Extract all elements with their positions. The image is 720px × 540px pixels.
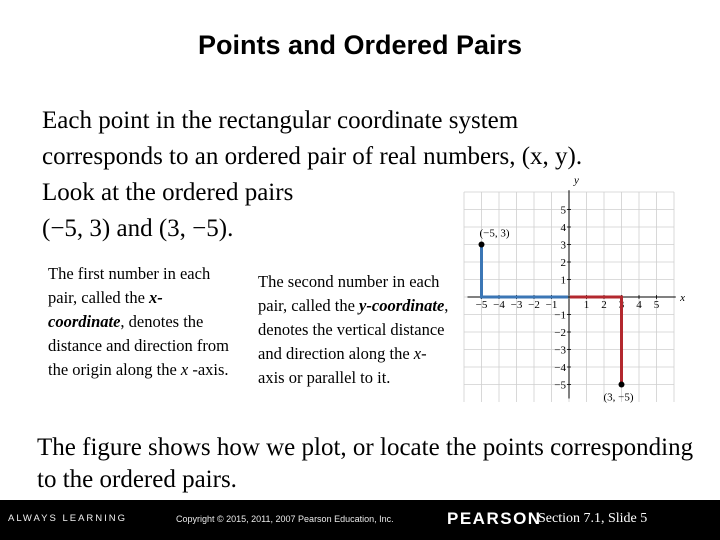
footer-bar bbox=[0, 500, 720, 540]
intro-line: (−5, 3) and (3, −5). bbox=[42, 215, 234, 242]
x-coordinate-explanation bbox=[48, 262, 238, 382]
x-tick-label: −4 bbox=[493, 299, 505, 312]
path-to-point-2 bbox=[570, 297, 622, 385]
x-tick-label: 3 bbox=[618, 299, 625, 312]
x-tick-label: 2 bbox=[601, 299, 607, 312]
y-coordinate-explanation bbox=[258, 270, 453, 390]
y-tick-label: 2 bbox=[560, 257, 566, 269]
x-tick-label: 5 bbox=[653, 299, 660, 312]
text-segment: The second number in each pair, called the bbox=[258, 272, 440, 315]
x-tick-label: 4 bbox=[636, 299, 642, 312]
point-label: (3, −5) bbox=[603, 391, 634, 404]
point-label: (−5, 3) bbox=[479, 227, 510, 240]
path-to-point-1 bbox=[482, 245, 569, 298]
x-tick-label: −1 bbox=[545, 299, 558, 312]
text-segment: , denotes the vertical distance and direction along the bbox=[258, 296, 449, 363]
axis-variable: x bbox=[180, 360, 189, 379]
bottom-text: The figure shows how we plot, or locate the points corresponding to the ordered pairs. bbox=[37, 434, 694, 493]
pearson-logo: PEARSON bbox=[447, 509, 542, 528]
x-axis-label: x bbox=[680, 292, 686, 304]
slide-title: Points and Ordered Pairs bbox=[197, 30, 523, 60]
intro-line: Each point in the rectangular coordinate system bbox=[42, 107, 519, 134]
x-tick-label: −5 bbox=[475, 299, 488, 312]
intro-line: corresponds to an ordered pair of real numbers, (x, y). bbox=[42, 143, 583, 170]
text-segment: -axis. bbox=[188, 360, 229, 379]
intro-line: Look at the ordered pairs bbox=[42, 179, 294, 206]
copyright-notice: Copyright © 2015, 2011, 2007 Pearson Education, Inc. bbox=[176, 514, 394, 524]
slide-number: Section 7.1, Slide 5 bbox=[538, 511, 648, 526]
y-axis-label: y bbox=[574, 174, 579, 187]
always-learning-tagline: ALWAYS LEARNING bbox=[8, 513, 128, 524]
x-coordinate-term: x-coordinate bbox=[48, 288, 163, 331]
y-tick-label: −1 bbox=[554, 309, 566, 322]
x-tick-label: −2 bbox=[528, 299, 540, 312]
y-tick-label: 3 bbox=[560, 239, 566, 252]
x-tick-label: 1 bbox=[583, 299, 590, 312]
text-segment: , denotes the distance and direction from the origin along the bbox=[48, 312, 229, 379]
y-tick-label: −5 bbox=[554, 379, 566, 392]
coordinate-plane-figure bbox=[468, 174, 700, 424]
y-tick-label: 4 bbox=[560, 222, 566, 234]
y-tick-label: −4 bbox=[554, 362, 566, 374]
axis-variable: x bbox=[413, 344, 422, 363]
y-tick-label: 1 bbox=[560, 274, 566, 287]
text-segment: The first number in each pair, called the bbox=[48, 264, 211, 307]
plotted-point bbox=[619, 382, 625, 388]
y-tick-label: 5 bbox=[560, 204, 566, 217]
x-tick-label: −3 bbox=[510, 299, 523, 312]
plotted-point bbox=[479, 242, 485, 248]
y-tick-label: −2 bbox=[554, 327, 566, 339]
y-coordinate-term: y-coordinate bbox=[359, 296, 445, 315]
y-tick-label: −3 bbox=[554, 344, 566, 357]
coordinate-plane bbox=[468, 174, 700, 424]
text-segment: -axis or parallel to it. bbox=[258, 344, 427, 387]
